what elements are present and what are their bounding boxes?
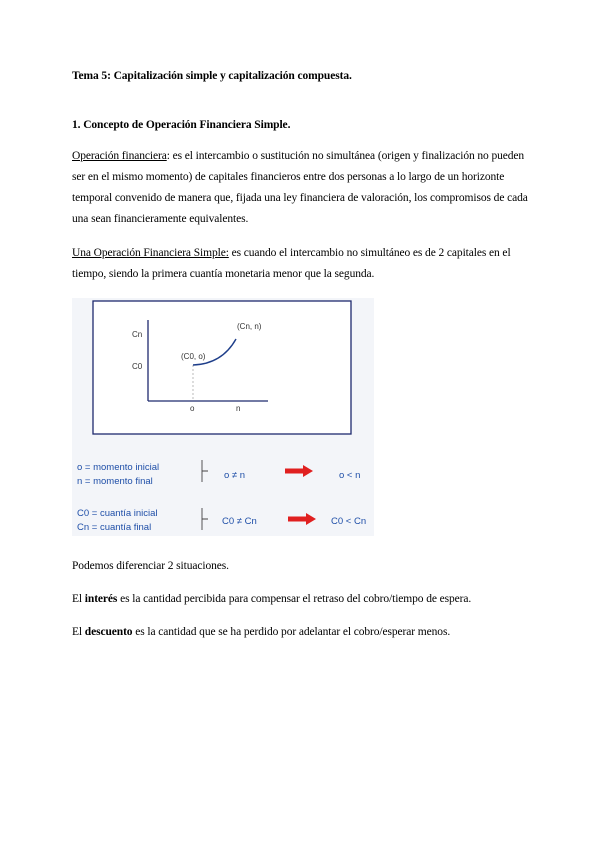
brace-2 — [202, 508, 208, 530]
legend-momento-final: n = momento final — [77, 476, 153, 487]
tick-n: n — [236, 404, 241, 413]
paragraph-situaciones: Podemos diferenciar 2 situaciones. — [72, 560, 229, 572]
figure-svg — [72, 298, 374, 536]
paragraph-interes — [72, 589, 532, 610]
legend-cuantia-final: Cn = cuantía final — [77, 522, 152, 533]
definition-interes: es la cantidad percibida para compensar el retraso del cobro/tiempo de espera. — [117, 593, 472, 605]
interes-prefix: El — [72, 593, 85, 605]
definition-operacion-financiera: : es el intercambio o sustitución no simultánea (origen y finalización no pueden ser en el mismo momento) de capitales financieros entre dos personas a lo largo de un horizonte temporal convenido de manera que, fijada una ley financiera de valoración, los compromisos de cada una sean financieramente equivalentes. — [72, 150, 528, 225]
brace-1 — [202, 460, 208, 482]
term-operacion-simple: Una Operación Financiera Simple: — [72, 247, 229, 259]
label-point-end: (Cn, n) — [237, 322, 262, 331]
result-c0-neq-cn: C0 ≠ Cn — [222, 516, 257, 527]
legend-cuantia-inicial: C0 = cuantía inicial — [77, 508, 158, 519]
legend-momento-inicial: o = momento inicial — [77, 462, 160, 473]
term-operacion-financiera: Operación financiera — [72, 150, 167, 162]
paragraph-operacion-financiera — [72, 146, 532, 230]
paragraph-descuento — [72, 622, 532, 643]
result-o-neq-n: o ≠ n — [224, 470, 246, 481]
definition-descuento: es la cantidad que se ha perdido por adelantar el cobro/esperar menos. — [132, 626, 451, 638]
term-descuento: descuento — [84, 626, 133, 638]
label-c0: C0 — [132, 362, 143, 371]
section-heading: 1. Concepto de Operación Financiera Simple. — [72, 119, 291, 131]
arrow-1-head — [303, 465, 313, 477]
capitalization-figure — [72, 298, 374, 536]
label-point-start: (C0, o) — [181, 352, 206, 361]
tick-o: o — [190, 404, 195, 413]
result-o-lt-n: o < n — [339, 470, 361, 481]
descuento-prefix: El — [72, 626, 85, 638]
arrow-2-head — [306, 513, 316, 525]
result-c0-lt-cn: C0 < Cn — [331, 516, 367, 527]
label-cn: Cn — [132, 330, 143, 339]
definition-operacion-simple: es cuando el intercambio no simultáneo es de 2 capitales en el tiempo, siendo la primera cuantía monetaria menor que la segunda. — [72, 247, 511, 280]
term-interes: interés — [84, 593, 118, 605]
paragraph-operacion-simple — [72, 243, 532, 285]
document-title: Tema 5: Capitalización simple y capitalización compuesta. — [72, 70, 352, 82]
